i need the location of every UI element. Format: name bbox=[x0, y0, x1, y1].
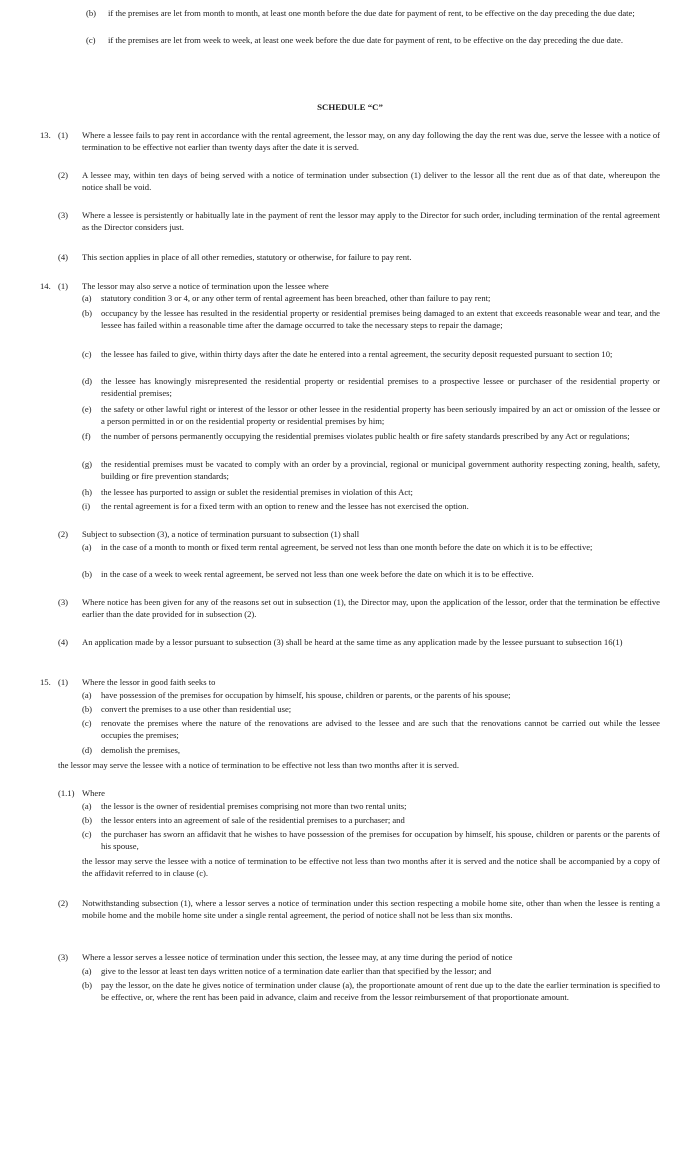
clause-text: the number of persons permanently occupying the residential premises violates public health or fire safety standards prescribed by any Act or regulations; bbox=[101, 431, 630, 441]
subsection-text: The lessor may also serve a notice of termination upon the lessee where bbox=[82, 281, 329, 291]
clause-top-c bbox=[86, 35, 660, 47]
clause-label: (b) bbox=[82, 980, 93, 990]
clause-label: (c) bbox=[82, 829, 92, 839]
clause-label: (f) bbox=[82, 431, 91, 441]
subsection-text: This section applies in place of all other remedies, statutory or otherwise, for failure to pay rent. bbox=[82, 252, 412, 262]
clause-15-1-b bbox=[82, 704, 660, 716]
clause-label: (g) bbox=[82, 459, 93, 469]
section-number: 14. bbox=[40, 281, 51, 291]
clause-15-1-c bbox=[82, 718, 660, 741]
subsection-label: (3) bbox=[58, 952, 69, 962]
clause-14-1-d bbox=[82, 376, 660, 399]
clause-label: (b) bbox=[86, 8, 97, 18]
clause-14-1-h bbox=[82, 487, 660, 499]
subsection-tail-text: the lessor may serve the lessee with a notice of termination to be effective not less than two months after it is served. bbox=[58, 760, 460, 770]
schedule-heading: SCHEDULE “C” bbox=[317, 102, 383, 112]
clause-15-1-d bbox=[82, 745, 660, 757]
subsection-label: (1.1) bbox=[58, 788, 75, 798]
clause-label: (a) bbox=[82, 801, 92, 811]
subsection-label: (4) bbox=[58, 252, 69, 262]
clause-text: demolish the premises, bbox=[101, 745, 181, 755]
subsection-text: Where notice has been given for any of the reasons set out in subsection (1), the Director may, upon the application of the lessor, order that the termination be effective earlier than the date provided for in subsection (2). bbox=[82, 597, 660, 619]
clause-label: (a) bbox=[82, 690, 92, 700]
section-number: 13. bbox=[40, 130, 51, 140]
section-14-sub-2 bbox=[58, 529, 660, 541]
subsection-text: Where a lessor serves a lessee notice of termination under this section, the lessee may, at any time during the period of notice bbox=[82, 952, 513, 962]
clause-label: (c) bbox=[86, 35, 96, 45]
subsection-label: (4) bbox=[58, 637, 69, 647]
clause-text: if the premises are let from month to month, at least one month before the due date for payment of rent, to be effective on the day preceding the due date; bbox=[108, 8, 635, 18]
section-15-sub-3 bbox=[58, 952, 660, 964]
subsection-text: Where a lessee is persistently or habitually late in the payment of rent the lessor may apply to the Director for such order, including termination of the rental agreement as the Director considers just. bbox=[82, 210, 660, 232]
clause-14-2-b bbox=[82, 569, 660, 581]
clause-top-b bbox=[86, 8, 660, 20]
clause-14-1-a bbox=[82, 293, 660, 305]
clause-text: pay the lessor, on the date he gives notice of termination under clause (a), the proportionate amount of rent due up to the date the earlier termination is specified to be effective, or, where the rent has been paid in advance, claim and receive from the lessor reimbursement of that proportionate amount. bbox=[101, 980, 660, 1002]
section-13-sub-1 bbox=[40, 130, 660, 153]
section-15-sub-2 bbox=[58, 898, 660, 921]
section-14-sub-1 bbox=[40, 281, 660, 293]
clause-text: have possession of the premises for occupation by himself, his spouse, children or parents, or the parents of his spouse; bbox=[101, 690, 511, 700]
clause-text: in the case of a week to week rental agreement, be served not less than one week before the date on which it is to be effective. bbox=[101, 569, 534, 579]
clause-text: the lessee has purported to assign or sublet the residential premises in violation of this Act; bbox=[101, 487, 413, 497]
section-15-sub-1-1-tail bbox=[82, 856, 660, 879]
subsection-label: (2) bbox=[58, 898, 69, 908]
clause-text: if the premises are let from week to week, at least one week before the due date for payment of rent, to be effective on the day preceding the due date. bbox=[108, 35, 624, 45]
clause-label: (b) bbox=[82, 704, 93, 714]
clause-15-3-b bbox=[82, 980, 660, 1003]
section-13-sub-2 bbox=[58, 170, 660, 193]
subsection-text: Subject to subsection (3), a notice of termination pursuant to subsection (1) shall bbox=[82, 529, 360, 539]
section-13-sub-4 bbox=[58, 252, 660, 264]
clause-14-1-b bbox=[82, 308, 660, 331]
subsection-label: (2) bbox=[58, 170, 69, 180]
clause-label: (c) bbox=[82, 718, 92, 728]
subsection-text: Where bbox=[82, 788, 105, 798]
clause-15-11-b bbox=[82, 815, 660, 827]
clause-text: the rental agreement is for a fixed term with an option to renew and the lessee has not exercised the option. bbox=[101, 501, 469, 511]
clause-text: the purchaser has sworn an affidavit that he wishes to have possession of the premises for occupation by himself, his spouse, children or parents or the parents of his spouse, bbox=[101, 829, 660, 851]
clause-text: the safety or other lawful right or interest of the lessor or other lessee in the residential property has been seriously impaired by an act or omission of the lessee or a person permitted in or on the residential property or residential premises by him; bbox=[101, 404, 660, 426]
clause-text: the lessee has knowingly misrepresented the residential property or residential premises to a prospective lessee or purchaser of the residential property or residential premises; bbox=[101, 376, 660, 398]
clause-14-2-a bbox=[82, 542, 660, 554]
clause-text: statutory condition 3 or 4, or any other term of rental agreement has been breached, other than failure to pay rent; bbox=[101, 293, 491, 303]
clause-text: the lessor is the owner of residential premises comprising not more than two rental units; bbox=[101, 801, 407, 811]
subsection-label: (3) bbox=[58, 210, 69, 220]
clause-text: occupancy by the lessee has resulted in the residential property or residential premises being damaged to an extent that exceeds reasonable wear and tear, and the lessee has failed within a reasonable time after the damage occurred to take the necessary steps to repair the damage; bbox=[101, 308, 660, 330]
subsection-label: (1) bbox=[58, 281, 69, 291]
clause-label: (d) bbox=[82, 745, 93, 755]
subsection-label: (2) bbox=[58, 529, 69, 539]
clause-14-1-e bbox=[82, 404, 660, 427]
subsection-text: An application made by a lessor pursuant to subsection (3) shall be heard at the same time as any application made by the lessee pursuant to subsection 16(1) bbox=[82, 637, 623, 647]
clause-text: renovate the premises where the nature of the renovations are advised to the lessee and are such that the renovations cannot be carried out while the lessee occupies the premises; bbox=[101, 718, 660, 740]
clause-label: (b) bbox=[82, 308, 93, 318]
subsection-tail-text: the lessor may serve the lessee with a notice of termination to be effective not less than two months after it is served and the notice shall be accompanied by a copy of the affidavit referred to in clause (c). bbox=[82, 856, 660, 878]
subsection-text: Where the lessor in good faith seeks to bbox=[82, 677, 216, 687]
clause-text: convert the premises to a use other than residential use; bbox=[101, 704, 292, 714]
subsection-label: (1) bbox=[58, 130, 69, 140]
clause-label: (c) bbox=[82, 349, 92, 359]
subsection-label: (3) bbox=[58, 597, 69, 607]
subsection-text: A lessee may, within ten days of being served with a notice of termination under subsection (1) deliver to the lessor all the rent due as of that date, whereupon the notice shall be void. bbox=[82, 170, 660, 192]
clause-label: (a) bbox=[82, 542, 92, 552]
clause-14-1-i bbox=[82, 501, 660, 513]
clause-label: (i) bbox=[82, 501, 91, 511]
clause-label: (b) bbox=[82, 569, 93, 579]
clause-label: (h) bbox=[82, 487, 93, 497]
clause-14-1-c bbox=[82, 349, 660, 361]
section-15-sub-1-tail bbox=[58, 760, 660, 772]
section-13-sub-3 bbox=[58, 210, 660, 233]
clause-text: the lessor enters into an agreement of sale of the residential premises to a purchaser; and bbox=[101, 815, 405, 825]
clause-14-1-g bbox=[82, 459, 660, 482]
clause-text: the residential premises must be vacated to comply with an order by a provincial, regional or municipal government authority respecting zoning, health, safety, building or fire prevention standards; bbox=[101, 459, 660, 481]
clause-label: (b) bbox=[82, 815, 93, 825]
clause-15-11-a bbox=[82, 801, 660, 813]
subsection-text: Notwithstanding subsection (1), where a lessor serves a notice of termination under this section respecting a mobile home site, other than when the lessee is renting a mobile home and the mobile home site under a single rental agreement, the period of notice shall not be less than six months. bbox=[82, 898, 660, 920]
clause-15-3-a bbox=[82, 966, 660, 978]
clause-label: (e) bbox=[82, 404, 92, 414]
clause-text: in the case of a month to month or fixed term rental agreement, be served not less than one month before the date on which it is to be effective; bbox=[101, 542, 593, 552]
clause-label: (d) bbox=[82, 376, 93, 386]
section-15-sub-1 bbox=[40, 677, 660, 689]
section-14-sub-3 bbox=[58, 597, 660, 620]
subsection-label: (1) bbox=[58, 677, 69, 687]
section-number: 15. bbox=[40, 677, 51, 687]
section-15-sub-1-1 bbox=[58, 788, 660, 800]
subsection-text: Where a lessee fails to pay rent in accordance with the rental agreement, the lessor may, on any day following the day the rent was due, serve the lessee with a notice of termination to be effective not earlier than twenty days after the date it is served. bbox=[82, 130, 660, 152]
clause-15-11-c bbox=[82, 829, 660, 852]
clause-15-1-a bbox=[82, 690, 660, 702]
section-14-sub-4 bbox=[58, 637, 660, 649]
clause-label: (a) bbox=[82, 966, 92, 976]
clause-14-1-f bbox=[82, 431, 660, 443]
clause-label: (a) bbox=[82, 293, 92, 303]
clause-text: the lessee has failed to give, within thirty days after the date he entered into a rental agreement, the security deposit requested pursuant to section 10; bbox=[101, 349, 613, 359]
clause-text: give to the lessor at least ten days written notice of a termination date earlier than that specified by the lessor; and bbox=[101, 966, 492, 976]
